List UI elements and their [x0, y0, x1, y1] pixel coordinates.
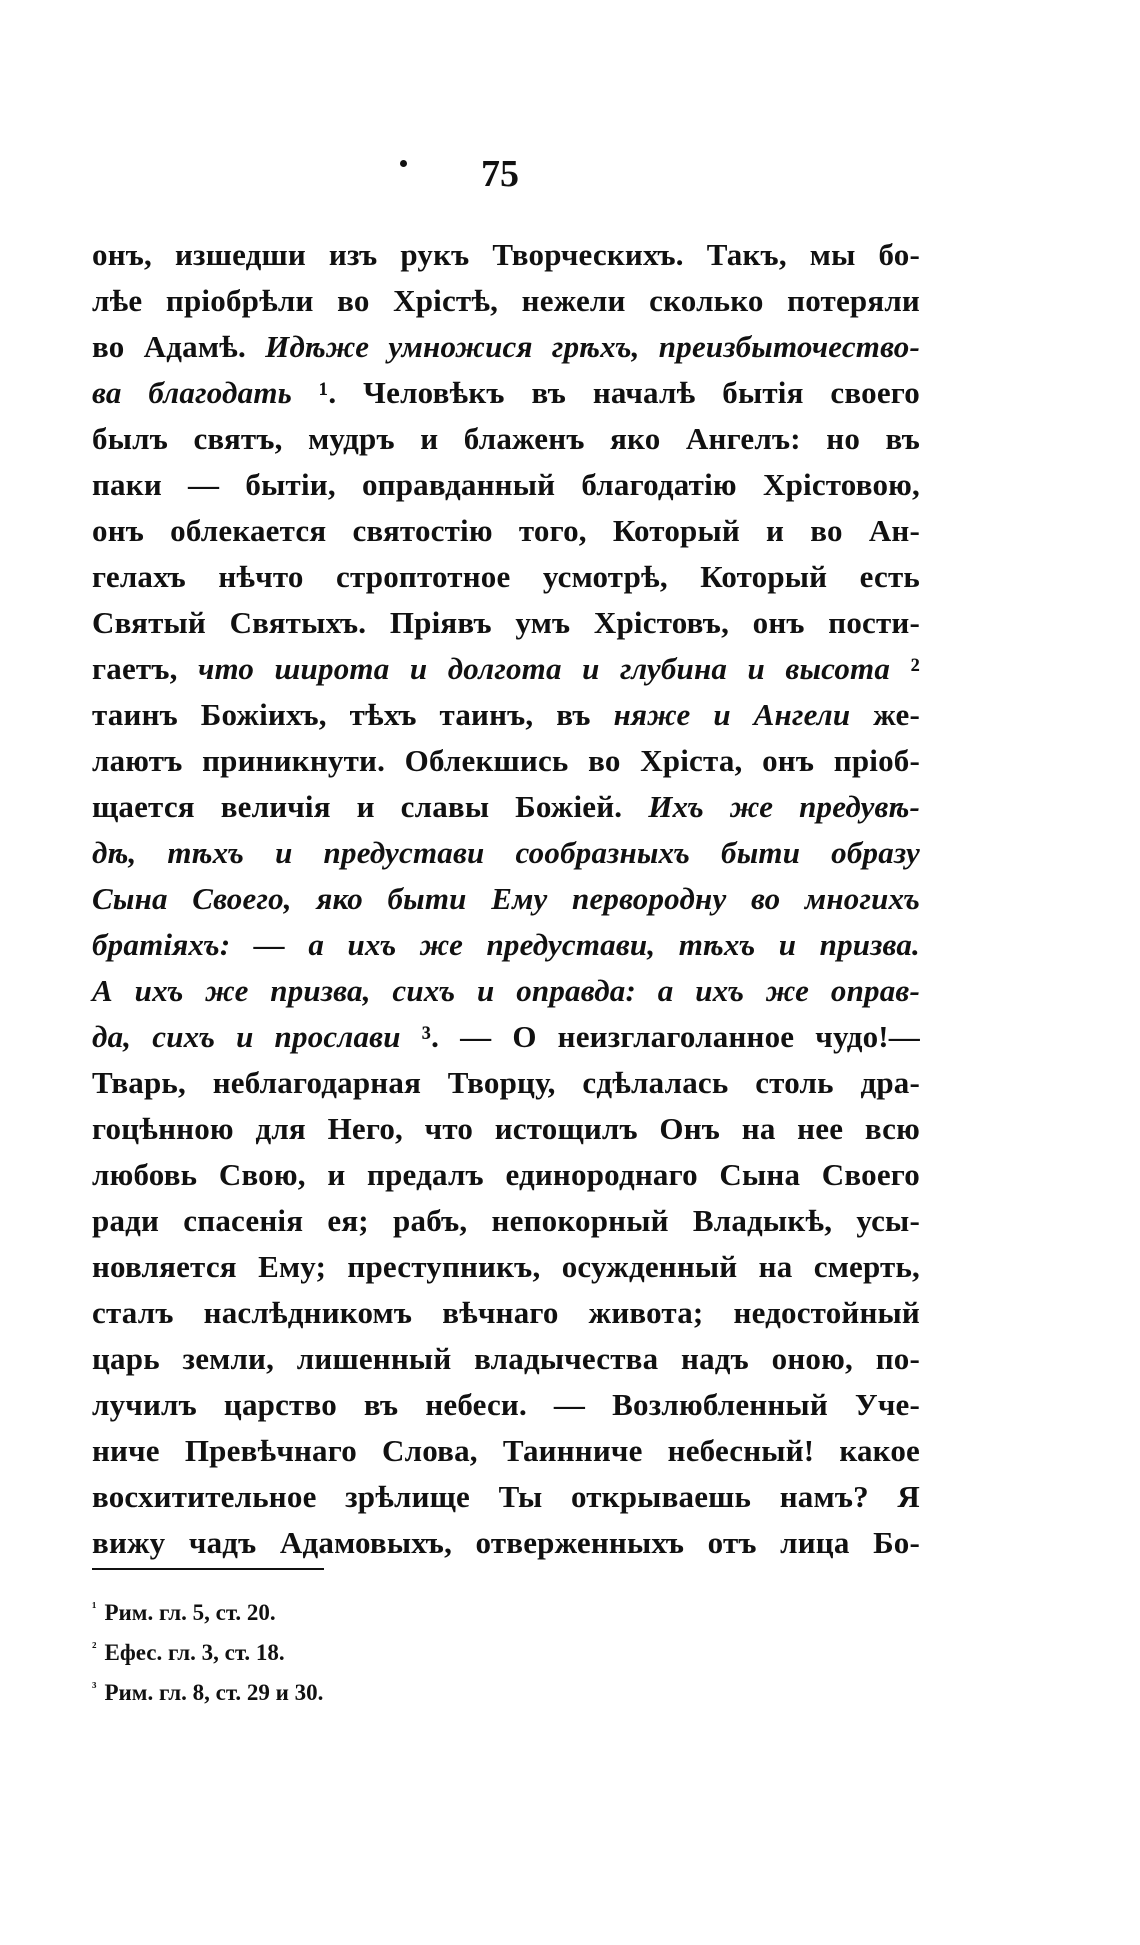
text-segment: сталъ наслѣдникомъ вѣчнаго живота; недостойный: [92, 1295, 920, 1330]
text-line: [92, 462, 920, 508]
text-segment: ¹. Человѣкъ въ началѣ бытія своего: [292, 375, 920, 410]
text-line: [92, 784, 920, 830]
footnote: [92, 1588, 692, 1628]
text-line: [92, 1152, 920, 1198]
text-line: [92, 692, 920, 738]
footnote-mark: ¹: [92, 1600, 97, 1616]
text-line: [92, 1014, 920, 1060]
italic-quote-segment: да, сихъ и прослави: [92, 1019, 401, 1054]
footnote-rule: [92, 1568, 324, 1570]
text-line: [92, 1382, 920, 1428]
text-line: [92, 646, 920, 692]
text-segment: ²: [890, 651, 921, 686]
text-line: [92, 738, 920, 784]
text-segment: же-: [850, 697, 921, 732]
text-segment: онъ, изшедши изъ рукъ Творческихъ. Такъ, мы бо-: [92, 237, 920, 272]
text-segment: гаетъ,: [92, 651, 199, 686]
italic-quote-segment: братіяхъ: — а ихъ же предустави, тѣхъ и призва.: [92, 927, 920, 962]
text-line: [92, 1198, 920, 1244]
text-segment: гелахъ нѣчто строптотное усмотрѣ, Который есть: [92, 559, 920, 594]
italic-quote-segment: А ихъ же призва, сихъ и оправда: а ихъ же оправ-: [92, 973, 920, 1008]
text-segment: царь земли, лишенный владычества надъ оною, по-: [92, 1341, 920, 1376]
text-segment: новляется Ему; преступникъ, осужденный на смерть,: [92, 1249, 920, 1284]
text-line: [92, 370, 920, 416]
text-line: [92, 1106, 920, 1152]
text-line: [92, 830, 920, 876]
text-segment: ³. — О неизглаголанное чудо!—: [400, 1019, 920, 1054]
footnote-mark: ²: [92, 1640, 97, 1656]
text-segment: Тварь, неблагодарная Творцу, сдѣлалась столь дра-: [92, 1065, 920, 1100]
text-line: [92, 1428, 920, 1474]
text-line: [92, 600, 920, 646]
footnotes: [92, 1588, 692, 1708]
text-segment: гоцѣнною для Него, что истощилъ Онъ на нее всю: [92, 1111, 920, 1146]
text-segment: во Адамѣ.: [92, 329, 266, 364]
text-segment: ниче Превѣчнаго Слова, Таинниче небесный! какое: [92, 1433, 920, 1468]
text-segment: вижу чадъ Адамовыхъ, отверженныхъ отъ лица Бо-: [92, 1525, 920, 1560]
text-line: [92, 508, 920, 554]
text-segment: восхитительное зрѣлище Ты открываешь намъ? Я: [92, 1479, 920, 1514]
italic-quote-segment: Ихъ же предувѣ-: [648, 789, 920, 824]
page-number: 75: [481, 153, 519, 195]
print-speck: [400, 160, 407, 167]
text-line: [92, 1336, 920, 1382]
text-segment: таинъ Божіихъ, тѣхъ таинъ, въ: [92, 697, 614, 732]
text-line: [92, 1244, 920, 1290]
text-line: [92, 1474, 920, 1520]
italic-quote-segment: Сына Своего, яко быти Ему первородну во многихъ: [92, 881, 920, 916]
text-segment: онъ облекается святостію того, Который и во Ан-: [92, 513, 920, 548]
text-segment: паки — бытіи, оправданный благодатію Хрістовою,: [92, 467, 920, 502]
italic-quote-segment: ва благодать: [92, 375, 292, 410]
text-segment: ради спасенія ея; рабъ, непокорный Владыкѣ, усы-: [92, 1203, 920, 1238]
text-segment: щается величія и славы Божіей.: [92, 789, 649, 824]
italic-quote-segment: что широта и долгота и глубина и высота: [198, 651, 891, 686]
text-line: [92, 416, 920, 462]
text-line: [92, 968, 920, 1014]
italic-quote-segment: Идѣже умножися грѣхъ, преизбыточество-: [265, 329, 920, 364]
text-line: [92, 876, 920, 922]
text-line: [92, 1520, 920, 1566]
text-line: [92, 922, 920, 968]
text-segment: Святый Святыхъ. Пріявъ умъ Хрістовъ, онъ пости-: [92, 605, 920, 640]
text-line: [92, 324, 920, 370]
footnote: [92, 1668, 692, 1708]
text-segment: лучилъ царство въ небеси. — Возлюбленный Уче-: [92, 1387, 920, 1422]
footnote-mark: ³: [92, 1680, 97, 1696]
text-line: [92, 232, 920, 278]
text-segment: любовь Свою, и предалъ единороднаго Сына Своего: [92, 1157, 920, 1192]
footnote-text: Рим. гл. 8, ст. 29 и 30.: [104, 1680, 324, 1705]
text-segment: лаютъ приникнути. Облекшись во Хріста, онъ пріоб-: [92, 743, 920, 778]
text-line: [92, 554, 920, 600]
text-line: [92, 1060, 920, 1106]
footnote: [92, 1628, 692, 1668]
main-text: [92, 232, 920, 1566]
text-segment: былъ святъ, мудръ и блаженъ яко Ангелъ: но въ: [92, 421, 920, 456]
text-line: [92, 278, 920, 324]
italic-quote-segment: дѣ, тѣхъ и предустави сообразныхъ быти образу: [92, 835, 920, 870]
footnote-text: Рим. гл. 5, ст. 20.: [104, 1600, 276, 1625]
text-segment: лѣе пріобрѣли во Хрістѣ, нежели сколько потеряли: [92, 283, 920, 318]
footnote-text: Ефес. гл. 3, ст. 18.: [104, 1640, 285, 1665]
italic-quote-segment: няже и Ангели: [613, 697, 851, 732]
text-line: [92, 1290, 920, 1336]
